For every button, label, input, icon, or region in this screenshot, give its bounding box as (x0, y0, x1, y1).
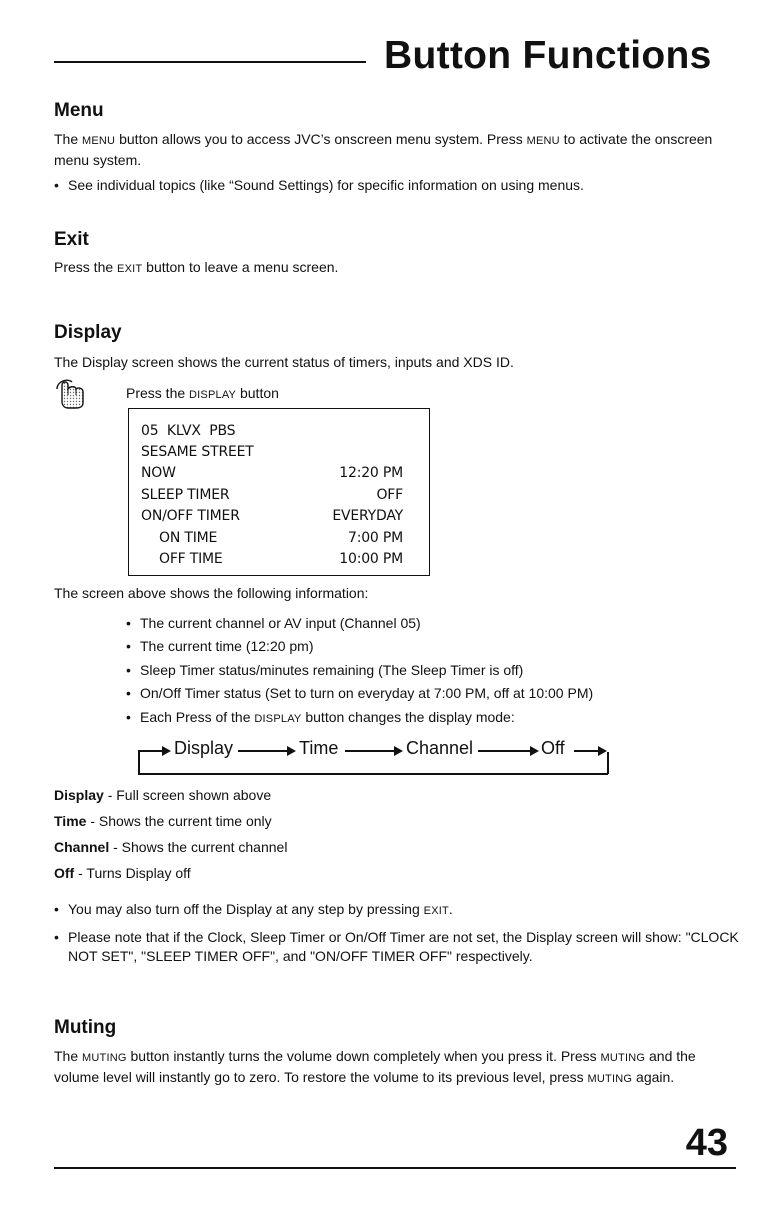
def-display: Display - Full screen shown above (54, 787, 272, 803)
display-info-item-1: • The current channel or AV input (Channel 05) (126, 614, 421, 633)
display-info-item-2: • The current time (12:20 pm) (126, 637, 314, 656)
footer-rule (54, 1167, 736, 1169)
exit-heading: Exit (54, 229, 89, 250)
exit-paragraph: Press the EXIT button to leave a menu screen. (54, 259, 339, 275)
display-intro: The Display screen shows the current status of timers, inputs and XDS ID. (54, 354, 514, 370)
def-time: Time - Shows the current time only (54, 813, 272, 829)
display-note-exit: • You may also turn off the Display at any step by pressing EXIT. (54, 900, 758, 921)
menu-heading: Menu (54, 100, 104, 121)
flow-channel: Channel (406, 738, 474, 758)
screen-program-line: SESAME STREET (141, 444, 254, 460)
flow-off: Off (541, 738, 565, 758)
display-press-instruction: Press the DISPLAY button (126, 385, 279, 401)
screen-row-sleep-timer: SLEEP TIMER OFF (141, 487, 403, 503)
screen-row-off-time: OFF TIME 10:00 PM (159, 551, 403, 567)
muting-paragraph: The MUTING button instantly turns the volume down completely when you press it. Press MUTING and the volume level will instantly go to zero. To restore the volume to its previous level, press MUTING again. (54, 1048, 696, 1085)
remote-hand-icon (54, 379, 90, 409)
screen-row-onoff-timer: ON/OFF TIMER EVERYDAY (141, 508, 403, 524)
display-heading: Display (54, 322, 122, 343)
display-info-item-3: • Sleep Timer status/minutes remaining (The Sleep Timer is off) (126, 661, 523, 680)
muting-heading: Muting (54, 1017, 117, 1038)
menu-paragraph: The MENU button allows you to access JVC’s onscreen menu system. Press MENU to activate the onscreen menu system. (54, 131, 713, 168)
screen-row-on-time: ON TIME 7:00 PM (159, 530, 403, 546)
flow-display: Display (174, 738, 234, 758)
screen-row-now: NOW 12:20 PM (141, 465, 403, 481)
menu-bullet: • See individual topics (like “Sound Settings) for specific information on using menus. (54, 176, 758, 195)
page-title: Button Functions (384, 34, 712, 77)
header-rule (54, 61, 366, 63)
display-info-item-5: • Each Press of the DISPLAY button changes the display mode: (126, 708, 515, 729)
display-screen-box (128, 408, 430, 576)
screen-channel-line: 05 KLVX PBS (141, 423, 236, 439)
display-info-item-4: • On/Off Timer status (Set to turn on everyday at 7:00 PM, off at 10:00 PM) (126, 684, 593, 703)
display-after-text: The screen above shows the following information: (54, 585, 369, 601)
def-off: Off - Turns Display off (54, 865, 191, 881)
page-number: 43 (685, 1122, 728, 1164)
def-channel: Channel - Shows the current channel (54, 839, 288, 855)
flow-time: Time (299, 738, 339, 758)
display-note-unset: • Please note that if the Clock, Sleep Timer or On/Off Timer are not set, the Display screen will show: "CLOCK NOT SET", "SLEEP TIMER OFF", and "ON/OFF TIMER OFF" respectively. (54, 928, 752, 966)
